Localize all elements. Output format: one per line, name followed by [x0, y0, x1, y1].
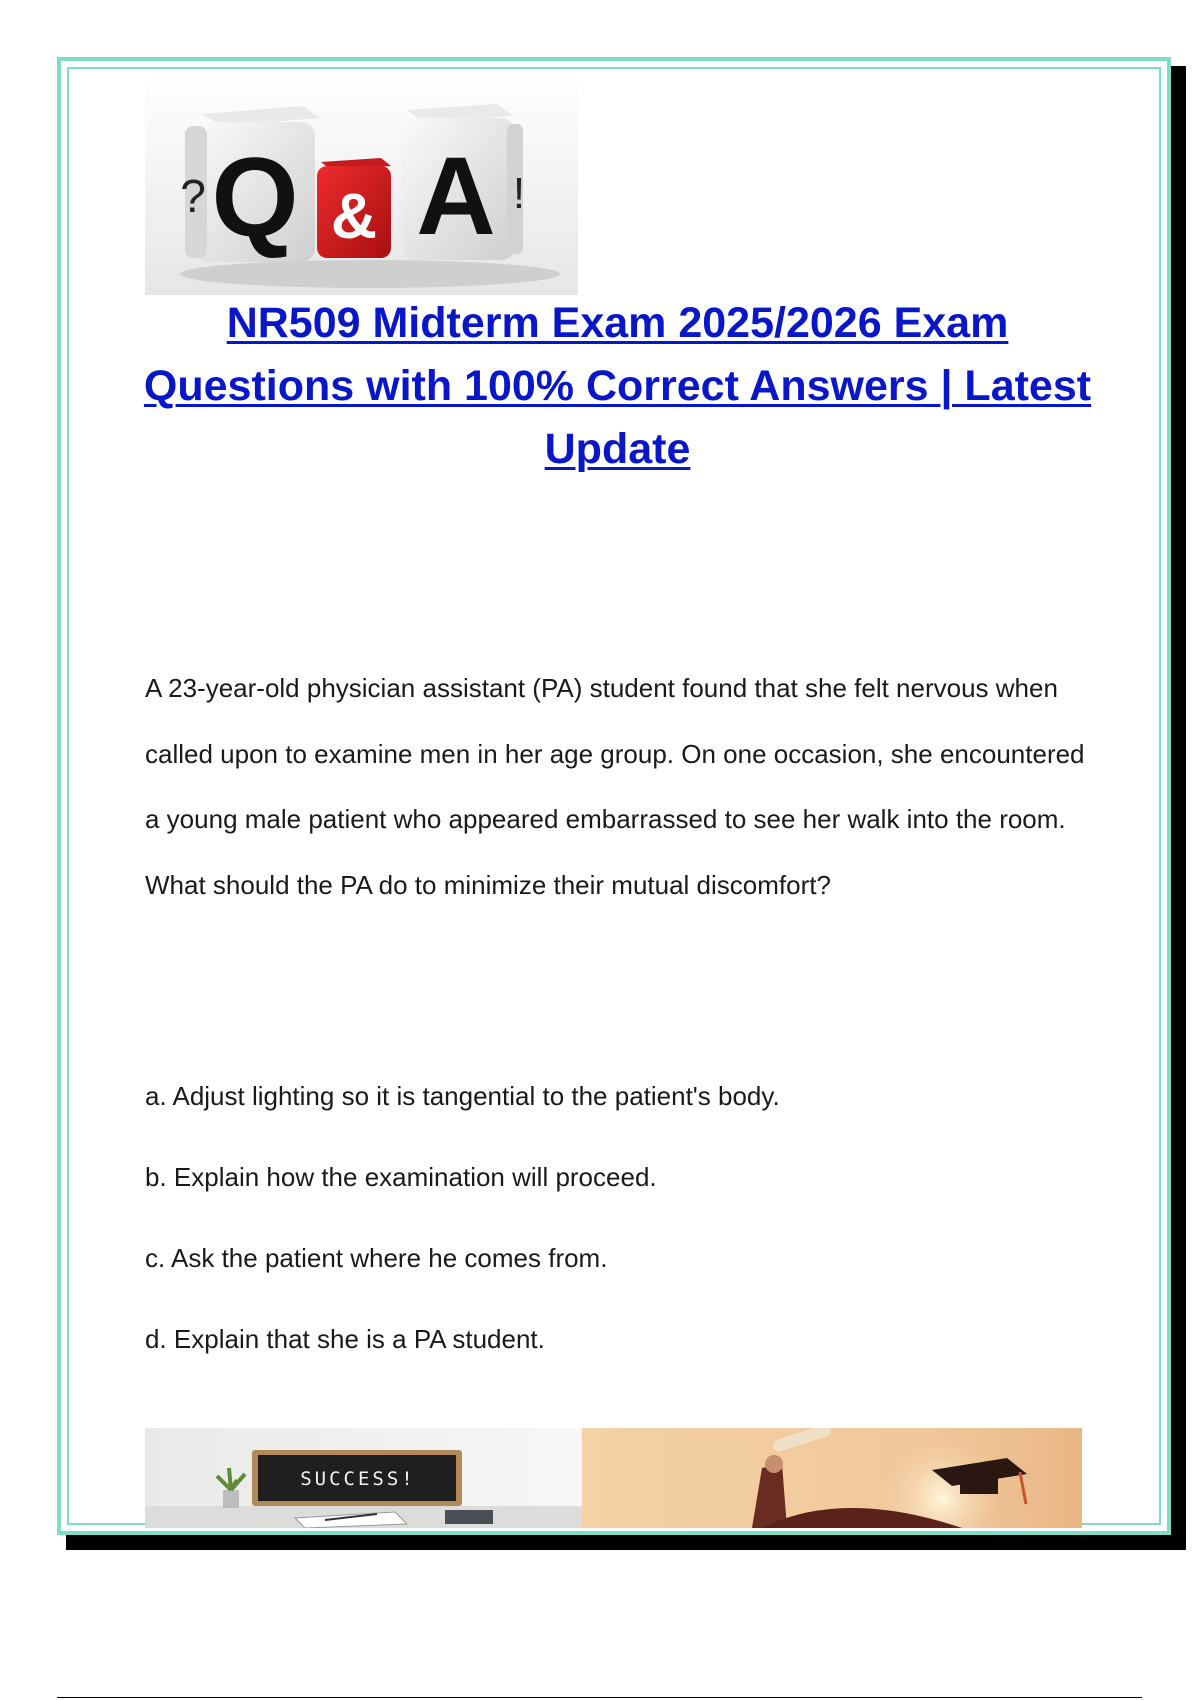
option-b: b. Explain how the examination will proceed. — [145, 1162, 657, 1192]
option-a: a. Adjust lighting so it is tangential to the patient's body. — [145, 1081, 780, 1111]
option-d: d. Explain that she is a PA student. — [145, 1324, 545, 1354]
success-banner — [145, 1428, 1082, 1528]
answer-options — [145, 1076, 1085, 1400]
logo-letter-a: A — [416, 135, 496, 258]
option-c: c. Ask the patient where he comes from. — [145, 1243, 608, 1273]
footer-rule — [57, 1697, 1142, 1698]
svg-text:!: ! — [512, 169, 526, 218]
graduate-sunset-image — [582, 1428, 1082, 1528]
success-sign-text: SUCCESS! — [300, 1468, 416, 1490]
logo-ampersand: & — [330, 180, 378, 252]
document-title: NR509 Midterm Exam 2025/2026 Exam Questions with 100% Correct Answers | Latest Update — [143, 299, 1092, 473]
svg-text:?: ? — [180, 170, 206, 222]
success-sign-image — [145, 1428, 582, 1528]
qa-dice-logo — [145, 74, 578, 295]
question-text: A 23-year-old physician assistant (PA) student found that she felt nervous when called upon to examine men in her age group. On one occasion, she encountered a young male patient who appeared embarrassed to see her walk into the room. What should the PA do to minimize their mutual discomfort? — [145, 673, 1085, 900]
logo-letter-q: Q — [211, 135, 299, 260]
